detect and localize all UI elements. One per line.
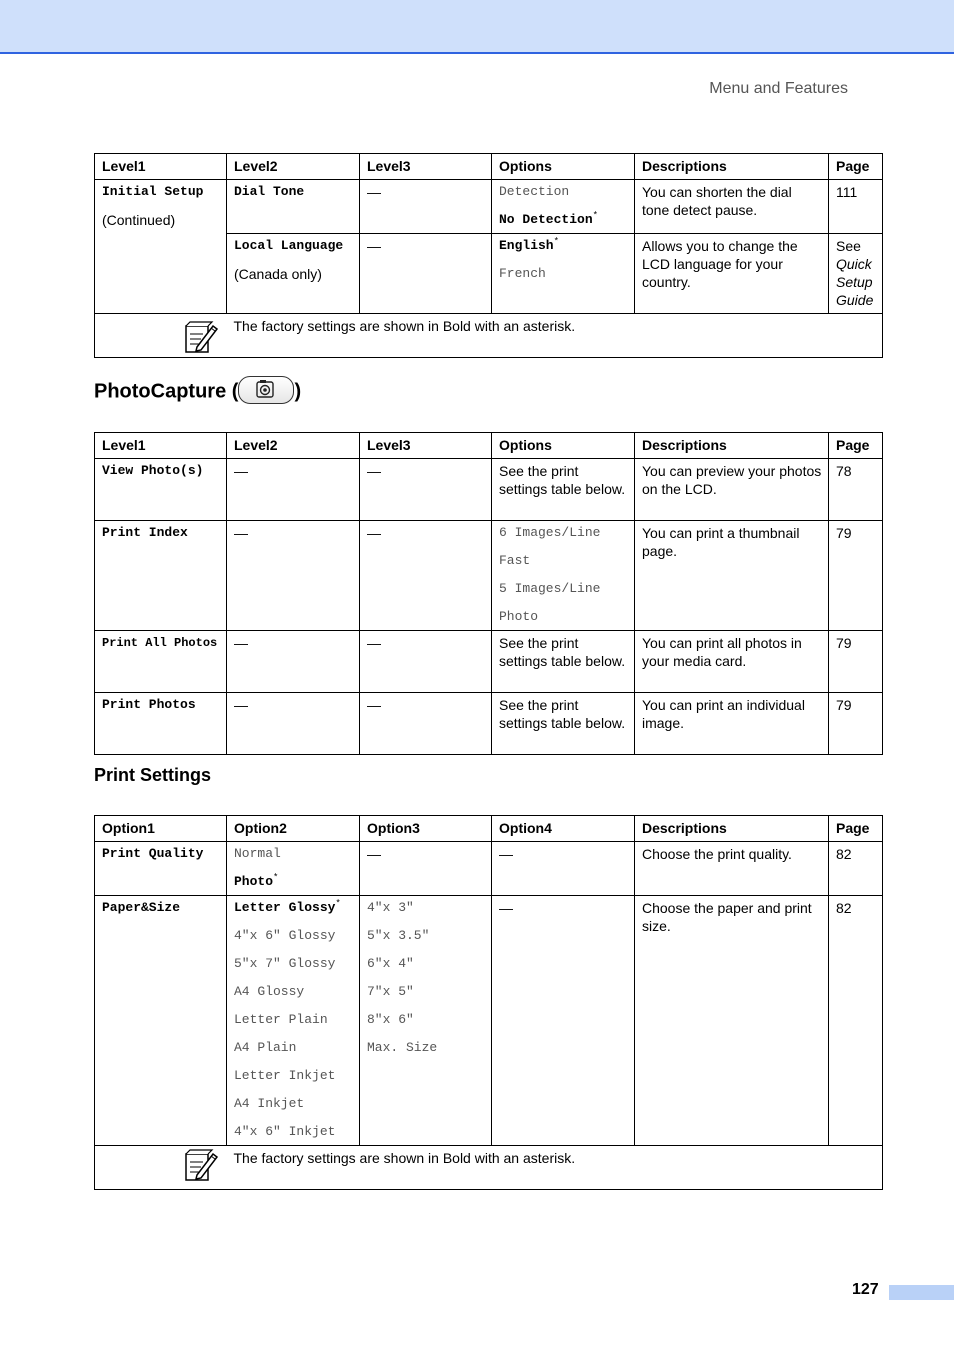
photocapture-heading	[94, 378, 301, 406]
asterisk-mark: *	[592, 210, 599, 221]
option-item-default: Photo	[234, 874, 274, 889]
level2-cell: —	[227, 693, 360, 755]
table-row	[95, 521, 883, 631]
page-cell: 111	[829, 180, 883, 234]
option-item: Letter Plain	[234, 1012, 328, 1027]
level1-cell: Print Index	[95, 521, 227, 631]
description-cell: Allows you to change the LCD language for your country.	[635, 234, 829, 314]
option4-cell: —	[492, 896, 635, 1146]
page-tab-marker	[889, 1285, 954, 1300]
option3-cell	[360, 896, 492, 1146]
page-cell	[829, 234, 883, 314]
option-item: 4"x 6" Glossy	[234, 928, 336, 943]
option4-cell: —	[492, 842, 635, 896]
asterisk-mark: *	[553, 236, 560, 247]
page-ref-line: Guide	[836, 292, 874, 308]
description-cell: You can preview your photos on the LCD.	[635, 459, 829, 521]
photocapture-title: PhotoCapture (	[94, 380, 239, 403]
col-header: Page	[829, 816, 883, 842]
col-header: Option2	[227, 816, 360, 842]
asterisk-mark: *	[273, 872, 279, 883]
col-header: Descriptions	[635, 816, 829, 842]
table-row	[95, 459, 883, 521]
print-settings-table	[94, 815, 883, 1190]
col-header: Options	[492, 433, 635, 459]
option-item: French	[499, 266, 546, 281]
col-header: Level2	[227, 154, 360, 180]
option3-cell: —	[360, 842, 492, 896]
option-item-default: No Detection	[499, 212, 593, 227]
level1-cell: View Photo(s)	[95, 459, 227, 521]
level2-cell	[227, 234, 360, 314]
page-cell: 82	[829, 896, 883, 1146]
col-header: Option4	[492, 816, 635, 842]
col-header: Option3	[360, 816, 492, 842]
options-cell: See the print settings table below.	[492, 631, 635, 693]
description-cell: You can print an individual image.	[635, 693, 829, 755]
option-item: 8"x 6"	[367, 1012, 414, 1027]
options-cell: See the print settings table below.	[492, 459, 635, 521]
description-cell: You can print a thumbnail page.	[635, 521, 829, 631]
note-pencil-icon	[183, 1148, 219, 1182]
page-cell: 79	[829, 693, 883, 755]
options-cell: See the print settings table below.	[492, 693, 635, 755]
table-row	[95, 896, 883, 1146]
page-cell: 78	[829, 459, 883, 521]
col-header: Level1	[95, 154, 227, 180]
col-header: Descriptions	[635, 154, 829, 180]
option-item: 5"x 7" Glossy	[234, 956, 336, 971]
option2-cell	[227, 842, 360, 896]
photocapture-title-end: )	[294, 380, 302, 403]
level3-cell: —	[360, 693, 492, 755]
col-header: Option1	[95, 816, 227, 842]
note-text: The factory settings are shown in Bold with an asterisk.	[227, 1146, 883, 1190]
level2-cell: —	[227, 459, 360, 521]
table-row	[95, 842, 883, 896]
level2-note: (Canada only)	[234, 266, 322, 282]
option-item: 4"x 3"	[367, 900, 414, 915]
page-cell: 82	[829, 842, 883, 896]
option-item: 5"x 3.5"	[367, 928, 430, 943]
col-header: Level3	[360, 154, 492, 180]
level1-cell: Print All Photos	[95, 631, 227, 693]
description-cell: Choose the print quality.	[635, 842, 829, 896]
asterisk-mark: *	[335, 898, 341, 909]
level1-label: Initial Setup	[102, 184, 204, 199]
options-cell	[492, 234, 635, 314]
table-row	[95, 631, 883, 693]
option-item-default: English	[499, 238, 554, 253]
option-item: 6 Images/Line	[499, 525, 601, 540]
page-cell: 79	[829, 631, 883, 693]
table-row	[95, 180, 883, 234]
note-text: The factory settings are shown in Bold with an asterisk.	[227, 314, 883, 358]
col-header: Level3	[360, 433, 492, 459]
note-pencil-icon	[183, 320, 219, 354]
level3-cell: —	[360, 631, 492, 693]
level2-cell: —	[227, 521, 360, 631]
option2-cell	[227, 896, 360, 1146]
option-item: 4"x 6" Inkjet	[234, 1124, 336, 1139]
col-header: Descriptions	[635, 433, 829, 459]
table-header-row	[95, 816, 883, 842]
level1-note: (Continued)	[102, 212, 176, 228]
option-item: Fast	[499, 553, 531, 568]
option-item: Photo	[499, 609, 539, 624]
option-item: Max. Size	[367, 1040, 438, 1055]
option-item: Normal	[234, 846, 281, 861]
photocapture-table	[94, 432, 883, 755]
level2-cell: Dial Tone	[227, 180, 360, 234]
level2-label: Local Language	[234, 238, 344, 253]
option1-cell: Paper&Size	[95, 896, 227, 1146]
page-see: See	[836, 238, 861, 254]
level3-cell: —	[360, 459, 492, 521]
option-item: 6"x 4"	[367, 956, 414, 971]
page-cell: 79	[829, 521, 883, 631]
description-cell: You can shorten the dial tone detect pause.	[635, 180, 829, 234]
page-ref-line: Quick	[836, 256, 872, 272]
table-row	[95, 693, 883, 755]
description-cell: You can print all photos in your media card.	[635, 631, 829, 693]
print-settings-heading: Print Settings	[94, 765, 212, 785]
level3-cell: —	[360, 234, 492, 314]
header-band	[0, 0, 954, 54]
level1-cell: Print Photos	[95, 693, 227, 755]
option-item-default: Letter Glossy	[234, 900, 336, 915]
option-item: A4 Inkjet	[234, 1096, 305, 1111]
options-cell	[492, 521, 635, 631]
option1-cell: Print Quality	[95, 842, 227, 896]
section-title: Menu and Features	[709, 80, 848, 97]
level3-cell: —	[360, 180, 492, 234]
col-header: Options	[492, 154, 635, 180]
option-item: 7"x 5"	[367, 984, 414, 999]
col-header: Page	[829, 154, 883, 180]
col-header: Level2	[227, 433, 360, 459]
level2-cell: —	[227, 631, 360, 693]
option-item: A4 Glossy	[234, 984, 305, 999]
option-item: 5 Images/Line	[499, 581, 601, 596]
option-item: A4 Plain	[234, 1040, 297, 1055]
option-item: Detection	[499, 184, 570, 199]
page-ref-line: Setup	[836, 274, 873, 290]
level3-cell: —	[360, 521, 492, 631]
col-header: Level1	[95, 433, 227, 459]
description-cell: Choose the paper and print size.	[635, 896, 829, 1146]
option-item: Letter Inkjet	[234, 1068, 336, 1083]
table-header-row	[95, 433, 883, 459]
options-cell	[492, 180, 635, 234]
level1-cell	[95, 180, 227, 314]
table-header-row	[95, 154, 883, 180]
photocapture-button-icon	[238, 376, 294, 404]
page-number: 127	[852, 1281, 879, 1298]
col-header: Page	[829, 433, 883, 459]
